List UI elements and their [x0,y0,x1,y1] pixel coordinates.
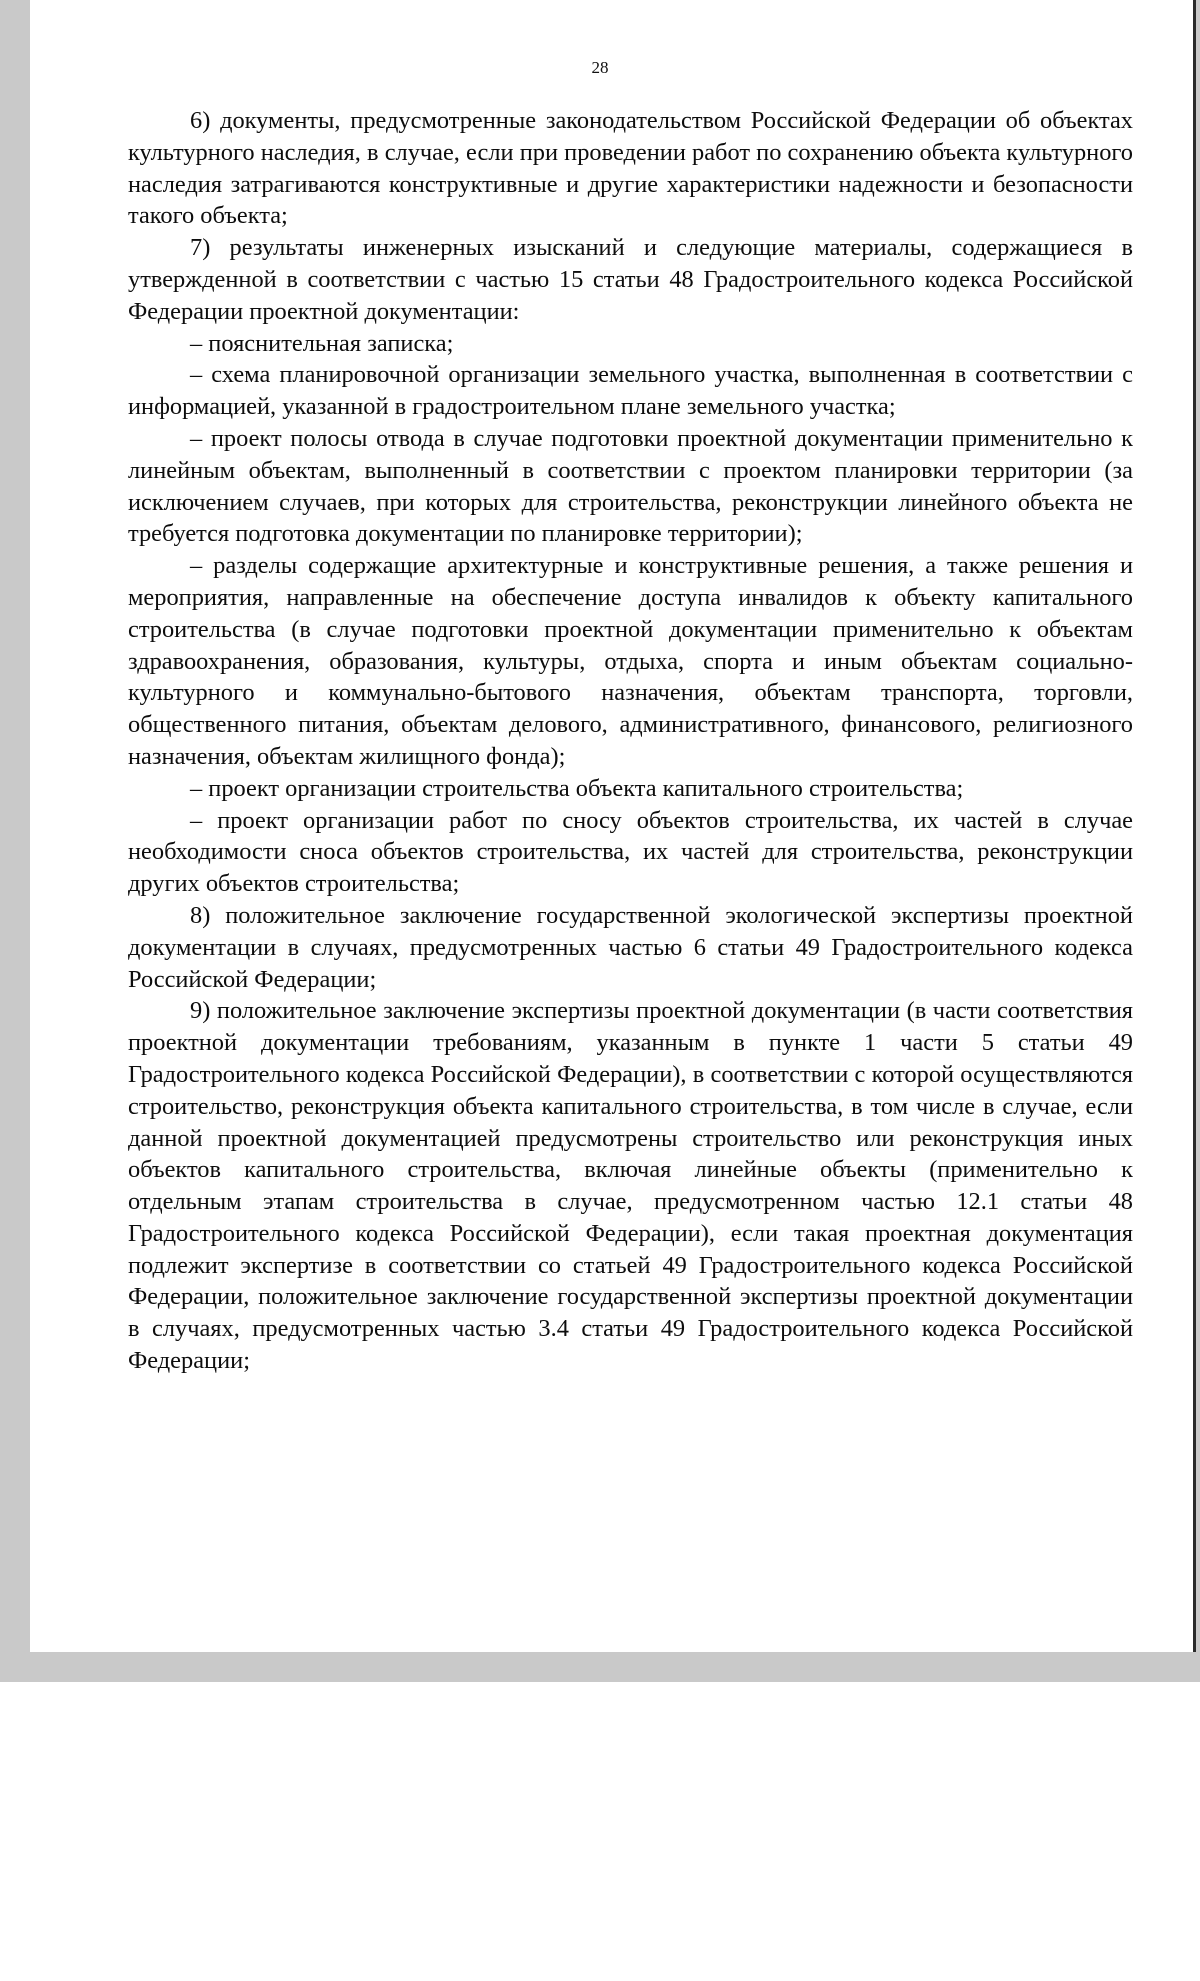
paragraph-item-9: 9) положительное заключение экспертизы проектной документации (в части соответствия проектной документации требованиям, указанным в пункте 1 части 5 статьи 49 Градостроительного кодекса Российской Федерации), в соответствии с которой осуществляются строительство, реконструкция объекта капитального строительства, в том числе в случае, если данной проектной документацией предусмотрены строительство или реконструкция иных объектов капитального строительства, включая линейные объекты (применительно к отдельным этапам строительства в случае, предусмотренном частью 12.1 статьи 48 Градостроительного кодекса Российской Федерации), если такая проектная документация подлежит экспертизе в соответствии со статьей 49 Градостроительного кодекса Российской Федерации, положительное заключение государственной экспертизы проектной документации в случаях, предусмотренных частью 3.4 статьи 49 Градостроительного кодекса Российской Федерации; [128,997,1133,1375]
list-item-construction-organization: – проект организации строительства объекта капитального строительства; [190,774,964,802]
paragraph-item-6: 6) документы, предусмотренные законодательством Российской Федерации об объектах культурного наследия, в случае, если при проведении работ по сохранению объекта культурного наследия затрагиваются конструктивные и другие характеристики надежности и безопасности такого объекта; [128,107,1133,230]
paragraph-item-8: 8) положительное заключение государственной экологической экспертизы проектной документации в случаях, предусмотренных частью 6 статьи 49 Градостроительного кодекса Российской Федерации; [128,901,1133,993]
list-item-right-of-way: – проект полосы отвода в случае подготовки проектной документации применительно к линейным объектам, выполненный в соответствии с проектом планировки территории (за исключением случаев, при которых для строительства, реконструкции линейного объекта не требуется подготовка документации по планировке территории); [128,424,1133,548]
paragraph-item-7: 7) результаты инженерных изысканий и следующие материалы, содержащиеся в утвержденной в соответствии с частью 15 статьи 48 Градостроительного кодекса Российской Федерации проектной документации: [128,234,1133,325]
page-number: 28 [591,58,609,77]
page-edge [1193,0,1196,1652]
document-body [128,105,1133,1377]
list-item-explanatory-note: – пояснительная записка; [190,329,454,357]
list-item-demolition-project: – проект организации работ по сносу объектов строительства, их частей в случае необходимости сноса объектов строительства, их частей для строительства, реконструкции других объектов строительства; [128,806,1133,898]
list-item-architectural-sections: – разделы содержащие архитектурные и конструктивные решения, а также решения и мероприятия, направленные на обеспечение доступа инвалидов к объекту капитального строительства (в случае подготовки проектной документации применительно к объектам здравоохранения, образования, культуры, отдыха, спорта и иным объектам социально-культурного и коммунально-бытового назначения, объектам транспорта, торговли, общественного питания, объектам делового, административного, финансового, религиозного назначения, объектам жилищного фонда); [128,552,1133,770]
list-item-site-plan: – схема планировочной организации земельного участка, выполненная в соответствии с информацией, указанной в градостроительном плане земельного участка; [128,361,1133,421]
